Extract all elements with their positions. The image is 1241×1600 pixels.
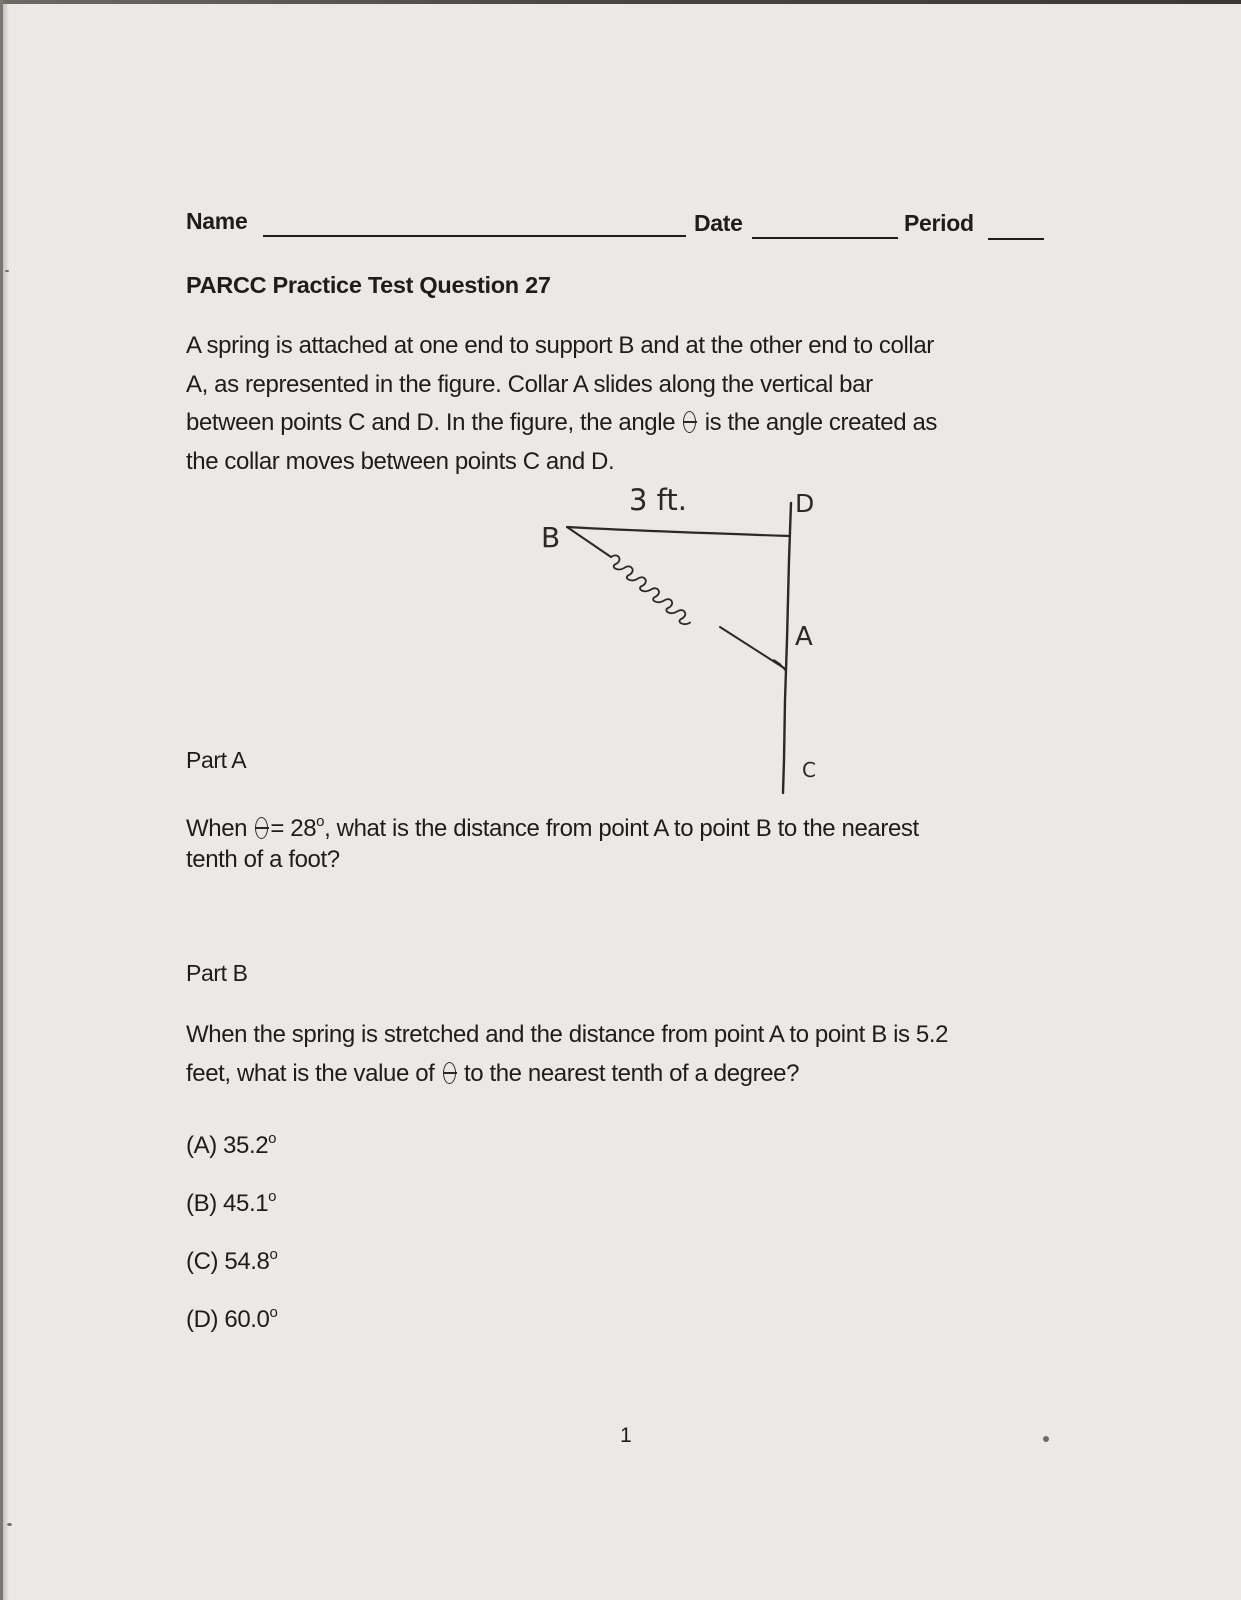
point-b-label: B [541,521,561,554]
degree-symbol: o [269,1246,278,1263]
part-b-heading: Part B [186,960,248,986]
spring-lead-b [567,527,611,557]
choice-c-label: (C) 54.8 [186,1248,270,1275]
choice-a[interactable] [186,1120,276,1165]
part-a-suffix: , what is the distance from point A to point B to the nearest [324,815,919,842]
choice-b-label: (B) 45.1 [186,1190,269,1217]
name-label: Name [186,208,248,234]
degree-symbol: o [268,1188,277,1205]
part-b-suffix: to the nearest tenth of a degree? [463,1060,800,1087]
choice-c[interactable] [186,1236,277,1281]
part-a-question-line-2: tenth of a foot? [186,846,340,873]
question-title: PARCC Practice Test Question 27 [186,272,551,298]
point-c-label: C [802,758,816,782]
theta-symbol-icon [254,817,269,839]
part-b-prefix: feet, what is the value of [186,1060,435,1087]
page-number: 1 [620,1424,632,1447]
choice-a-label: (A) 35.2 [186,1132,269,1159]
intro-line-2: A, as represented in the figure. Collar A slides along the vertical bar [186,371,873,398]
degree-symbol: o [268,1130,277,1147]
spring-lead-a [720,627,784,668]
point-d-label: D [795,489,815,518]
intro-line-4: the collar moves between points C and D. [186,448,615,475]
choice-d[interactable] [186,1294,277,1339]
period-label: Period [904,210,974,236]
degree-symbol: o [269,1304,278,1321]
point-a-label: A [795,622,813,652]
choice-b[interactable] [186,1178,276,1223]
intro-line-1: A spring is attached at one end to support B and at the other end to collar [186,332,934,359]
part-a-prefix: When [186,815,248,842]
part-b-question-line-1: When the spring is stretched and the distance from point A to point B is 5.2 [186,1021,949,1048]
theta-symbol-icon [442,1062,457,1084]
intro-line-3-suffix: is the angle created as [704,409,937,436]
part-b-question-line-2 [186,1055,799,1093]
part-a-angle-value: = 28 [270,815,317,842]
choice-d-label: (D) 60.0 [186,1306,270,1333]
intro-line-3-prefix: between points C and D. In the figure, the angle [186,409,676,436]
spring-coil [602,553,699,627]
part-a-heading: Part A [186,747,247,773]
length-label: 3 ft. [629,483,687,517]
vertical-bar [783,503,791,793]
degree-symbol: o [316,813,325,830]
date-label: Date [694,210,743,236]
support-line [567,527,790,536]
